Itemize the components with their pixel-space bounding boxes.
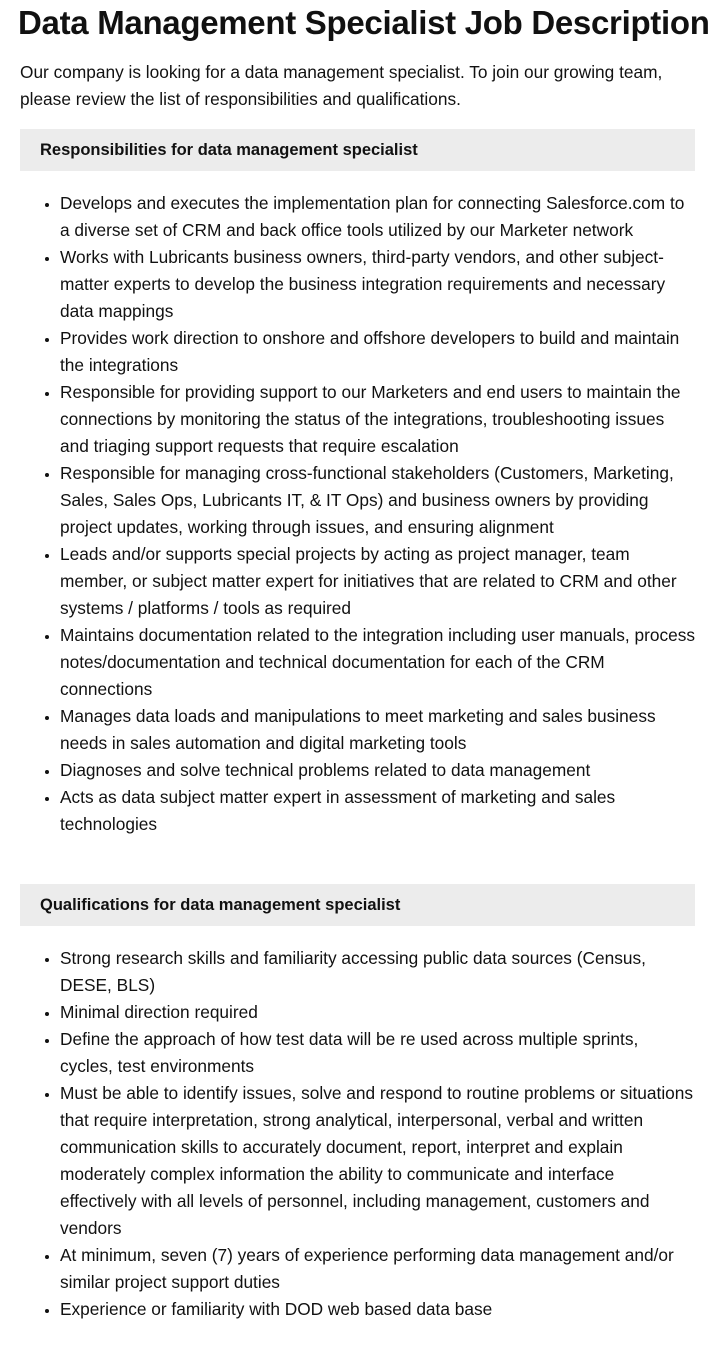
list-item: • Responsible for providing support to our Marketers and end users to maintain the connections by monitoring the status of the integrations, troubleshooting issues and triaging support requests that require escalation — [60, 379, 695, 460]
qualifications-list — [20, 945, 695, 1323]
qualifications-section — [20, 884, 695, 1323]
list-item: • Leads and/or supports special projects by acting as project manager, team member, or subject matter expert for initiatives that are related to CRM and other systems / platforms / tools as required — [60, 541, 695, 622]
list-item: • Acts as data subject matter expert in assessment of marketing and sales technologies — [60, 784, 695, 838]
list-item: • Must be able to identify issues, solve and respond to routine problems or situations that require interpretation, strong analytical, interpersonal, verbal and written communication skills to accurately document, report, interpret and explain moderately complex information the ability to communicate and interface effectively with all levels of personnel, including management, customers and vendors — [60, 1080, 695, 1242]
responsibilities-list — [20, 190, 695, 838]
list-item: • Experience or familiarity with DOD web based data base — [60, 1296, 695, 1323]
list-item: • Diagnoses and solve technical problems related to data management — [60, 757, 695, 784]
list-item: • Manages data loads and manipulations to meet marketing and sales business needs in sales automation and digital marketing tools — [60, 703, 695, 757]
list-item: • Minimal direction required — [60, 999, 695, 1026]
intro-paragraph: Our company is looking for a data management specialist. To join our growing team, please review the list of responsibilities and qualifications. — [20, 62, 663, 109]
list-item: • Define the approach of how test data will be re used across multiple sprints, cycles, test environments — [60, 1026, 695, 1080]
responsibilities-heading: Responsibilities for data management specialist — [20, 129, 695, 171]
responsibilities-section — [20, 129, 695, 838]
list-item: • At minimum, seven (7) years of experience performing data management and/or similar project support duties — [60, 1242, 695, 1296]
list-item: • Works with Lubricants business owners, third-party vendors, and other subject-matter experts to develop the business integration requirements and necessary data mappings — [60, 244, 695, 325]
list-item: • Provides work direction to onshore and offshore developers to build and maintain the integrations — [60, 325, 695, 379]
page-title: Data Management Specialist Job Description — [18, 4, 710, 41]
qualifications-heading: Qualifications for data management specialist — [20, 884, 695, 926]
list-item: • Develops and executes the implementation plan for connecting Salesforce.com to a diverse set of CRM and back office tools utilized by our Marketer network — [60, 190, 695, 244]
list-item: • Responsible for managing cross-functional stakeholders (Customers, Marketing, Sales, Sales Ops, Lubricants IT, & IT Ops) and business owners by providing project updates, working through issues, and ensuring alignment — [60, 460, 695, 541]
list-item: • Strong research skills and familiarity accessing public data sources (Census, DESE, BLS) — [60, 945, 695, 999]
list-item: • Maintains documentation related to the integration including user manuals, process notes/documentation and technical documentation for each of the CRM connections — [60, 622, 695, 703]
